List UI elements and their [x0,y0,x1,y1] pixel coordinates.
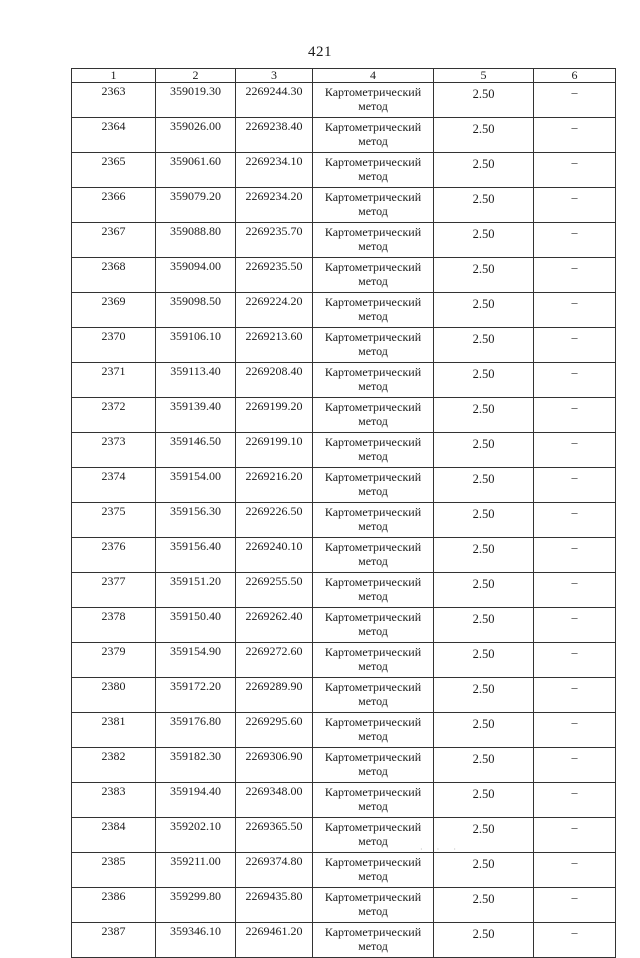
table-row [72,468,616,503]
point-number-cell: 2381 [72,713,156,748]
x-coordinate-cell: 359194.40 [156,783,236,818]
x-coordinate-cell: 359061.60 [156,153,236,188]
method-cell: Картометрический метод [313,153,434,188]
point-number-cell: 2369 [72,293,156,328]
table-row [72,328,616,363]
note-cell: – [534,853,616,888]
table-row [72,783,616,818]
method-cell: Картометрический метод [313,783,434,818]
column-header: 3 [236,69,313,83]
note-cell: – [534,643,616,678]
point-number-cell: 2386 [72,888,156,923]
accuracy-cell: 2.50 [434,83,534,118]
page-number: 421 [308,44,332,60]
point-number-cell: 2376 [72,538,156,573]
y-coordinate-cell: 2269199.10 [236,433,313,468]
note-cell: – [534,888,616,923]
note-cell: – [534,818,616,853]
method-cell: Картометрический метод [313,923,434,958]
table-row [72,293,616,328]
y-coordinate-cell: 2269216.20 [236,468,313,503]
accuracy-cell: 2.50 [434,853,534,888]
point-number-cell: 2364 [72,118,156,153]
note-cell: – [534,398,616,433]
y-coordinate-cell: 2269306.90 [236,748,313,783]
method-cell: Картометрический метод [313,118,434,153]
x-coordinate-cell: 359079.20 [156,188,236,223]
method-cell: Картометрический метод [313,713,434,748]
accuracy-cell: 2.50 [434,363,534,398]
y-coordinate-cell: 2269213.60 [236,328,313,363]
method-cell: Картометрический метод [313,258,434,293]
table-row [72,503,616,538]
accuracy-cell: 2.50 [434,223,534,258]
coordinates-table [71,68,616,958]
table-row [72,538,616,573]
method-cell: Картометрический метод [313,853,434,888]
x-coordinate-cell: 359202.10 [156,818,236,853]
table-row [72,83,616,118]
accuracy-cell: 2.50 [434,118,534,153]
method-cell: Картометрический метод [313,608,434,643]
note-cell: – [534,433,616,468]
method-cell: Картометрический метод [313,678,434,713]
note-cell: – [534,328,616,363]
point-number-cell: 2383 [72,783,156,818]
point-number-cell: 2370 [72,328,156,363]
y-coordinate-cell: 2269435.80 [236,888,313,923]
method-cell: Картометрический метод [313,433,434,468]
table-row [72,643,616,678]
table-row [72,713,616,748]
point-number-cell: 2367 [72,223,156,258]
method-cell: Картометрический метод [313,748,434,783]
point-number-cell: 2378 [72,608,156,643]
note-cell: – [534,783,616,818]
note-cell: – [534,188,616,223]
x-coordinate-cell: 359098.50 [156,293,236,328]
x-coordinate-cell: 359211.00 [156,853,236,888]
x-coordinate-cell: 359346.10 [156,923,236,958]
note-cell: – [534,293,616,328]
point-number-cell: 2377 [72,573,156,608]
note-cell: – [534,118,616,153]
table-row [72,258,616,293]
note-cell: – [534,363,616,398]
table-row [72,573,616,608]
note-cell: – [534,153,616,188]
x-coordinate-cell: 359146.50 [156,433,236,468]
point-number-cell: 2375 [72,503,156,538]
y-coordinate-cell: 2269244.30 [236,83,313,118]
note-cell: – [534,503,616,538]
point-number-cell: 2387 [72,923,156,958]
note-cell: – [534,608,616,643]
y-coordinate-cell: 2269238.40 [236,118,313,153]
note-cell: – [534,573,616,608]
table-row [72,853,616,888]
x-coordinate-cell: 359150.40 [156,608,236,643]
accuracy-cell: 2.50 [434,748,534,783]
method-cell: Картометрический метод [313,888,434,923]
table-row [72,223,616,258]
accuracy-cell: 2.50 [434,888,534,923]
table-row [72,923,616,958]
table-row [72,678,616,713]
point-number-cell: 2384 [72,818,156,853]
note-cell: – [534,258,616,293]
y-coordinate-cell: 2269374.80 [236,853,313,888]
column-header: 1 [72,69,156,83]
scan-artifact: · · · [420,845,462,854]
y-coordinate-cell: 2269235.70 [236,223,313,258]
method-cell: Картометрический метод [313,328,434,363]
y-coordinate-cell: 2269226.50 [236,503,313,538]
table-row [72,118,616,153]
x-coordinate-cell: 359156.30 [156,503,236,538]
x-coordinate-cell: 359019.30 [156,83,236,118]
y-coordinate-cell: 2269208.40 [236,363,313,398]
x-coordinate-cell: 359172.20 [156,678,236,713]
y-coordinate-cell: 2269234.20 [236,188,313,223]
x-coordinate-cell: 359176.80 [156,713,236,748]
accuracy-cell: 2.50 [434,153,534,188]
accuracy-cell: 2.50 [434,258,534,293]
accuracy-cell: 2.50 [434,433,534,468]
column-header: 4 [313,69,434,83]
note-cell: – [534,713,616,748]
x-coordinate-cell: 359182.30 [156,748,236,783]
method-cell: Картометрический метод [313,363,434,398]
y-coordinate-cell: 2269348.00 [236,783,313,818]
accuracy-cell: 2.50 [434,818,534,853]
point-number-cell: 2371 [72,363,156,398]
point-number-cell: 2379 [72,643,156,678]
accuracy-cell: 2.50 [434,783,534,818]
point-number-cell: 2380 [72,678,156,713]
y-coordinate-cell: 2269461.20 [236,923,313,958]
x-coordinate-cell: 359154.00 [156,468,236,503]
x-coordinate-cell: 359106.10 [156,328,236,363]
y-coordinate-cell: 2269199.20 [236,398,313,433]
accuracy-cell: 2.50 [434,713,534,748]
y-coordinate-cell: 2269240.10 [236,538,313,573]
accuracy-cell: 2.50 [434,468,534,503]
point-number-cell: 2382 [72,748,156,783]
method-cell: Картометрический метод [313,573,434,608]
table-row [72,188,616,223]
x-coordinate-cell: 359299.80 [156,888,236,923]
y-coordinate-cell: 2269224.20 [236,293,313,328]
accuracy-cell: 2.50 [434,503,534,538]
method-cell: Картометрический метод [313,188,434,223]
table-row [72,608,616,643]
table-row [72,153,616,188]
note-cell: – [534,468,616,503]
note-cell: – [534,223,616,258]
y-coordinate-cell: 2269295.60 [236,713,313,748]
y-coordinate-cell: 2269272.60 [236,643,313,678]
accuracy-cell: 2.50 [434,398,534,433]
x-coordinate-cell: 359151.20 [156,573,236,608]
x-coordinate-cell: 359094.00 [156,258,236,293]
accuracy-cell: 2.50 [434,678,534,713]
table-row [72,748,616,783]
method-cell: Картометрический метод [313,468,434,503]
point-number-cell: 2365 [72,153,156,188]
note-cell: – [534,748,616,783]
method-cell: Картометрический метод [313,223,434,258]
x-coordinate-cell: 359113.40 [156,363,236,398]
y-coordinate-cell: 2269255.50 [236,573,313,608]
accuracy-cell: 2.50 [434,573,534,608]
method-cell: Картометрический метод [313,83,434,118]
y-coordinate-cell: 2269365.50 [236,818,313,853]
note-cell: – [534,923,616,958]
x-coordinate-cell: 359088.80 [156,223,236,258]
y-coordinate-cell: 2269262.40 [236,608,313,643]
x-coordinate-cell: 359156.40 [156,538,236,573]
accuracy-cell: 2.50 [434,538,534,573]
note-cell: – [534,83,616,118]
y-coordinate-cell: 2269289.90 [236,678,313,713]
table-row [72,398,616,433]
method-cell: Картометрический метод [313,818,434,853]
accuracy-cell: 2.50 [434,188,534,223]
column-header: 5 [434,69,534,83]
column-header: 6 [534,69,616,83]
point-number-cell: 2374 [72,468,156,503]
table-row [72,363,616,398]
method-cell: Картометрический метод [313,503,434,538]
accuracy-cell: 2.50 [434,293,534,328]
point-number-cell: 2385 [72,853,156,888]
point-number-cell: 2368 [72,258,156,293]
method-cell: Картометрический метод [313,293,434,328]
y-coordinate-cell: 2269234.10 [236,153,313,188]
accuracy-cell: 2.50 [434,923,534,958]
table-row [72,888,616,923]
note-cell: – [534,538,616,573]
x-coordinate-cell: 359026.00 [156,118,236,153]
accuracy-cell: 2.50 [434,328,534,363]
method-cell: Картометрический метод [313,538,434,573]
accuracy-cell: 2.50 [434,608,534,643]
note-cell: – [534,678,616,713]
x-coordinate-cell: 359154.90 [156,643,236,678]
table-header-row [72,69,616,83]
method-cell: Картометрический метод [313,398,434,433]
column-header: 2 [156,69,236,83]
method-cell: Картометрический метод [313,643,434,678]
x-coordinate-cell: 359139.40 [156,398,236,433]
point-number-cell: 2366 [72,188,156,223]
point-number-cell: 2373 [72,433,156,468]
table-row [72,818,616,853]
point-number-cell: 2363 [72,83,156,118]
point-number-cell: 2372 [72,398,156,433]
accuracy-cell: 2.50 [434,643,534,678]
table-row [72,433,616,468]
y-coordinate-cell: 2269235.50 [236,258,313,293]
